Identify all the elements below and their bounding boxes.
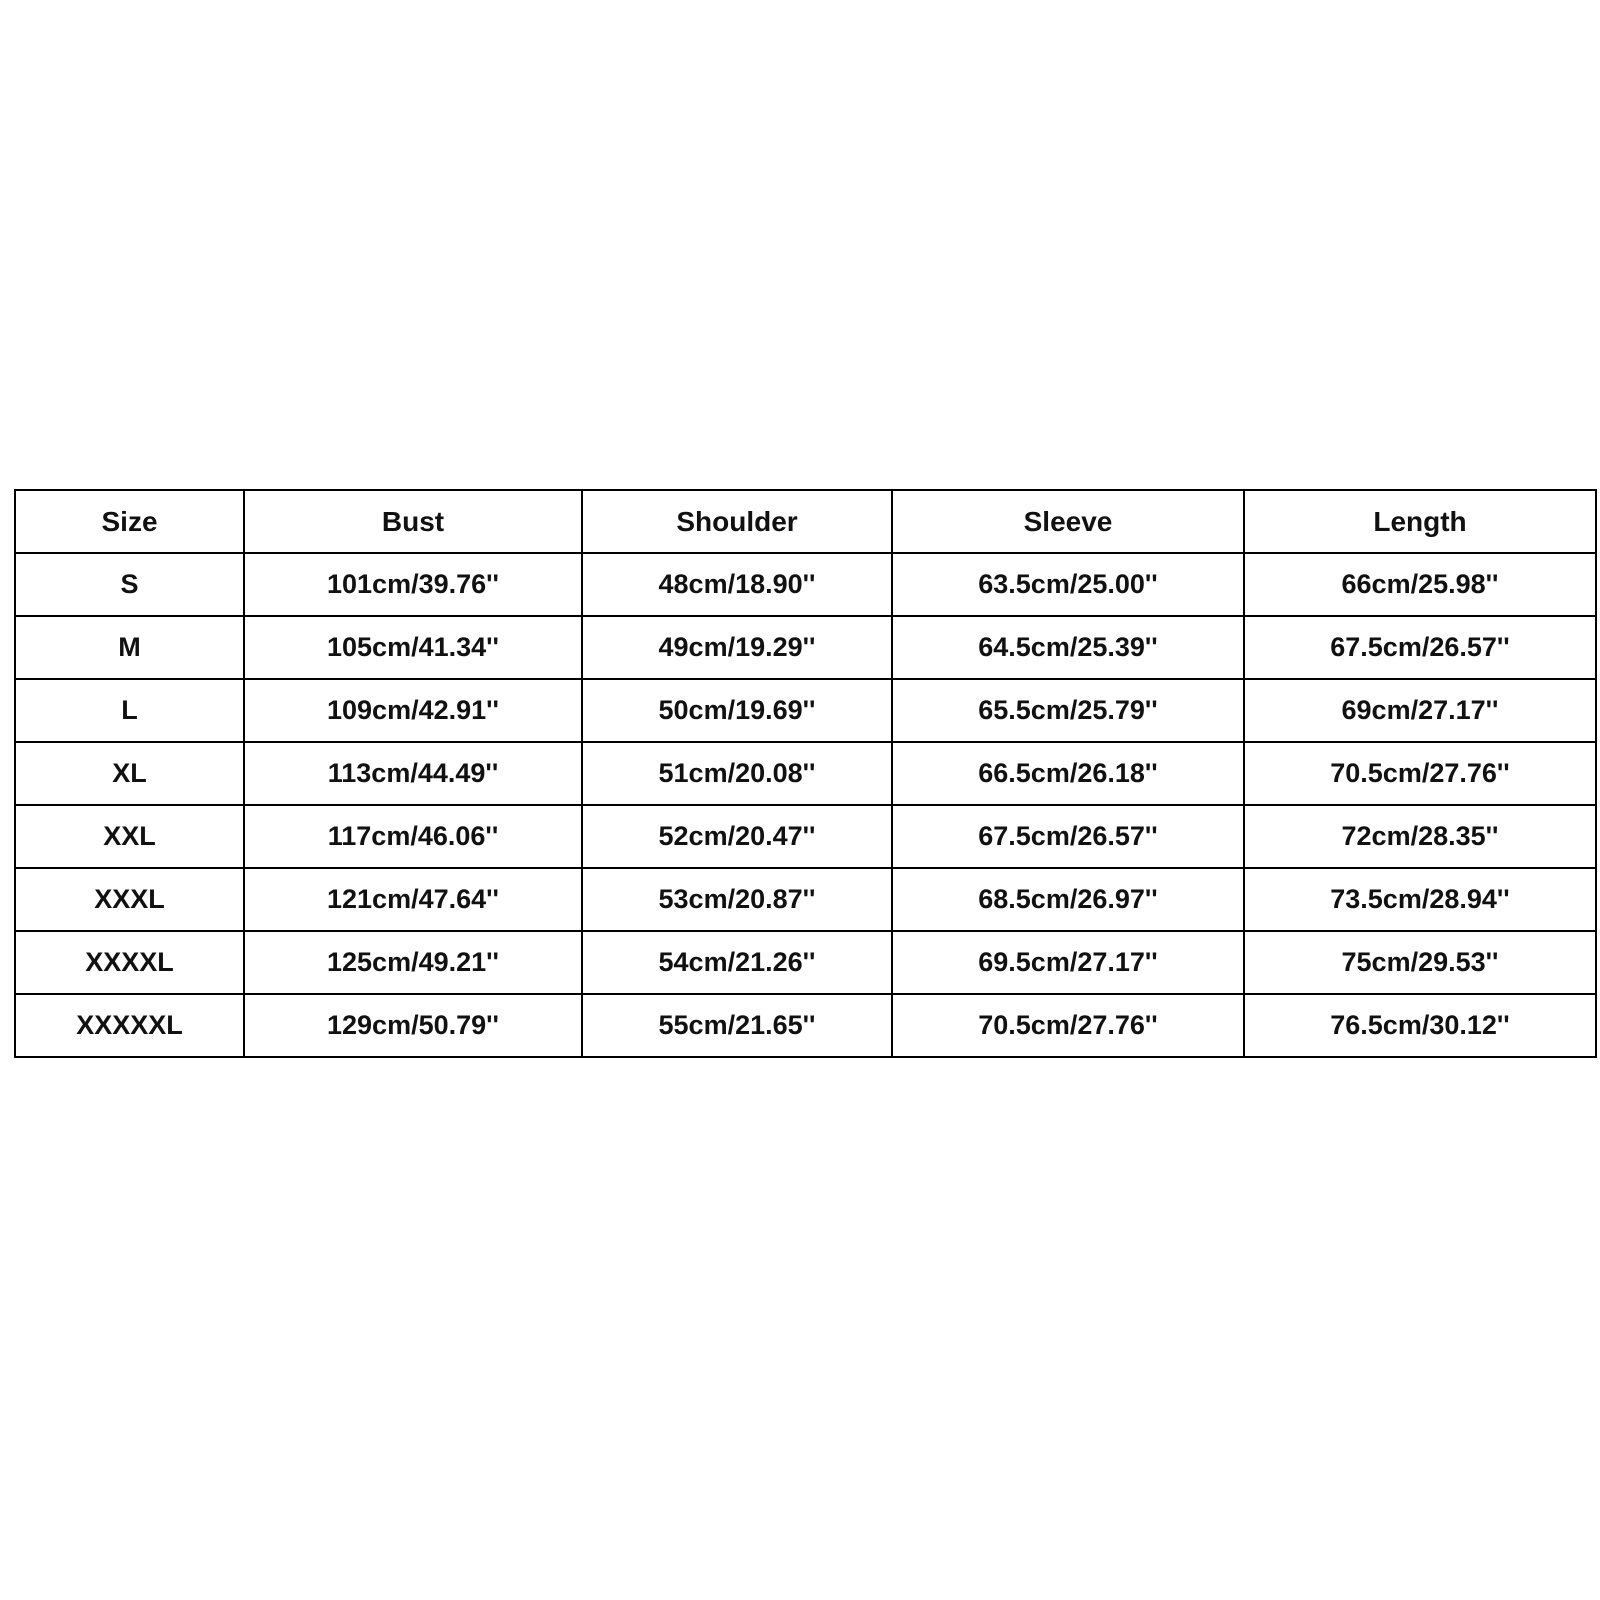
size-cell: S — [15, 553, 244, 616]
table-row — [15, 616, 1596, 679]
table-row — [15, 742, 1596, 805]
sleeve-cell: 69.5cm/27.17'' — [892, 931, 1244, 994]
shoulder-cell: 48cm/18.90'' — [582, 553, 892, 616]
header-size: Size — [15, 490, 244, 553]
shoulder-cell: 52cm/20.47'' — [582, 805, 892, 868]
size-cell: M — [15, 616, 244, 679]
bust-cell: 109cm/42.91'' — [244, 679, 582, 742]
size-cell: L — [15, 679, 244, 742]
size-cell: XXXXL — [15, 931, 244, 994]
length-cell: 75cm/29.53'' — [1244, 931, 1596, 994]
bust-cell: 121cm/47.64'' — [244, 868, 582, 931]
sleeve-cell: 64.5cm/25.39'' — [892, 616, 1244, 679]
sleeve-cell: 70.5cm/27.76'' — [892, 994, 1244, 1057]
length-cell: 69cm/27.17'' — [1244, 679, 1596, 742]
table-row — [15, 868, 1596, 931]
table-row — [15, 679, 1596, 742]
sleeve-cell: 68.5cm/26.97'' — [892, 868, 1244, 931]
length-cell: 67.5cm/26.57'' — [1244, 616, 1596, 679]
header-sleeve: Sleeve — [892, 490, 1244, 553]
size-cell: XXXL — [15, 868, 244, 931]
bust-cell: 129cm/50.79'' — [244, 994, 582, 1057]
length-cell: 70.5cm/27.76'' — [1244, 742, 1596, 805]
bust-cell: 101cm/39.76'' — [244, 553, 582, 616]
sleeve-cell: 65.5cm/25.79'' — [892, 679, 1244, 742]
length-cell: 76.5cm/30.12'' — [1244, 994, 1596, 1057]
header-bust: Bust — [244, 490, 582, 553]
sleeve-cell: 66.5cm/26.18'' — [892, 742, 1244, 805]
table-row — [15, 553, 1596, 616]
table-row — [15, 994, 1596, 1057]
size-chart-table — [14, 489, 1597, 1058]
bust-cell: 113cm/44.49'' — [244, 742, 582, 805]
bust-cell: 125cm/49.21'' — [244, 931, 582, 994]
length-cell: 72cm/28.35'' — [1244, 805, 1596, 868]
sleeve-cell: 63.5cm/25.00'' — [892, 553, 1244, 616]
header-shoulder: Shoulder — [582, 490, 892, 553]
shoulder-cell: 51cm/20.08'' — [582, 742, 892, 805]
shoulder-cell: 53cm/20.87'' — [582, 868, 892, 931]
table-row — [15, 805, 1596, 868]
header-row — [15, 490, 1596, 553]
header-length: Length — [1244, 490, 1596, 553]
length-cell: 73.5cm/28.94'' — [1244, 868, 1596, 931]
shoulder-cell: 50cm/19.69'' — [582, 679, 892, 742]
length-cell: 66cm/25.98'' — [1244, 553, 1596, 616]
sleeve-cell: 67.5cm/26.57'' — [892, 805, 1244, 868]
shoulder-cell: 54cm/21.26'' — [582, 931, 892, 994]
bust-cell: 105cm/41.34'' — [244, 616, 582, 679]
shoulder-cell: 55cm/21.65'' — [582, 994, 892, 1057]
table-row — [15, 931, 1596, 994]
size-cell: XL — [15, 742, 244, 805]
bust-cell: 117cm/46.06'' — [244, 805, 582, 868]
shoulder-cell: 49cm/19.29'' — [582, 616, 892, 679]
size-cell: XXL — [15, 805, 244, 868]
size-cell: XXXXXL — [15, 994, 244, 1057]
